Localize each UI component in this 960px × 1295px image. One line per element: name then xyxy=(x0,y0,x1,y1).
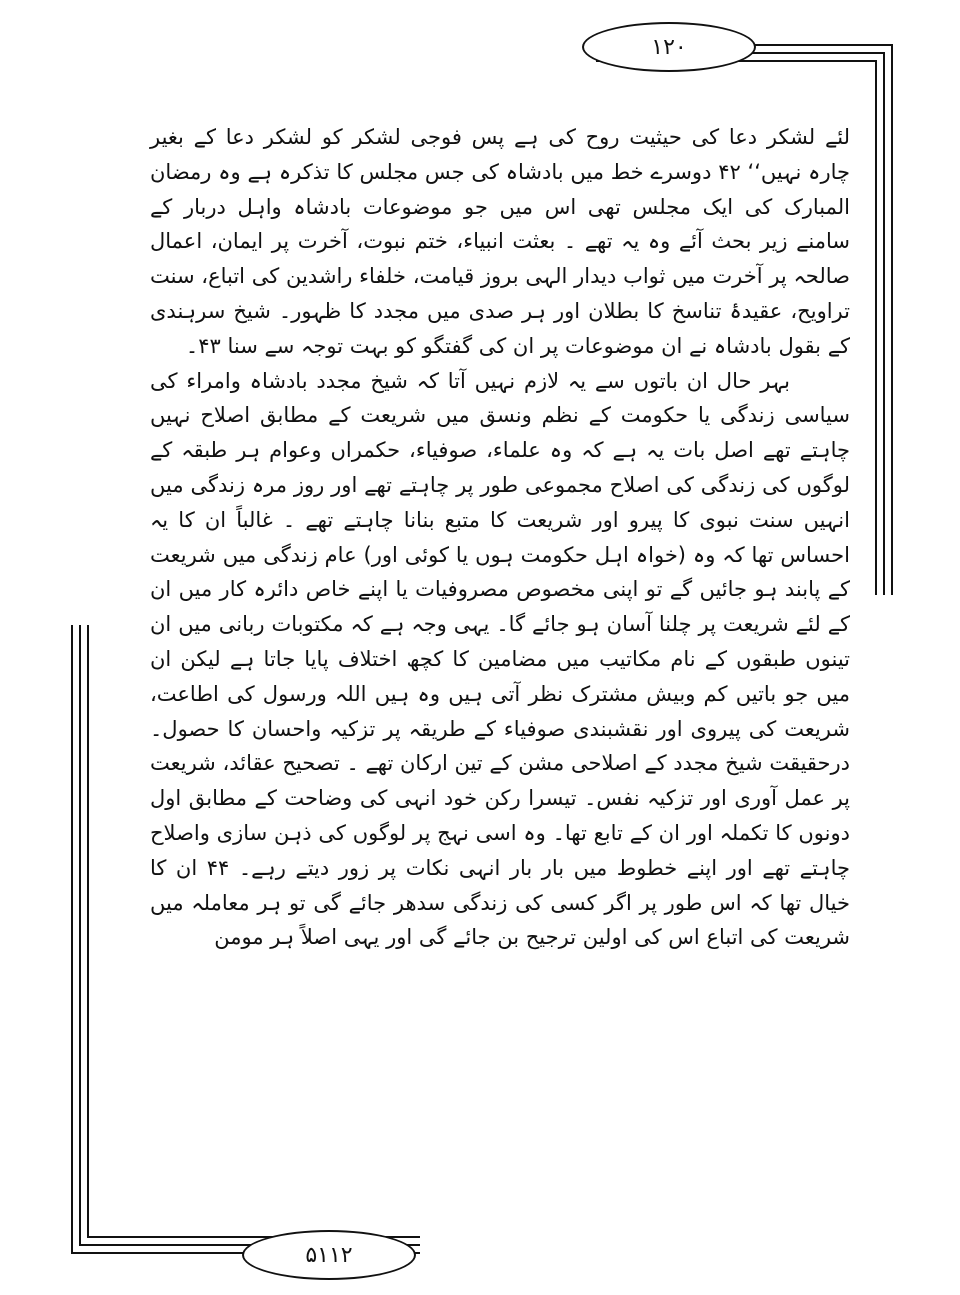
page-number-oval xyxy=(582,22,756,72)
paragraph-1: لئے لشکر دعا کی حیثیت روح کی ہے پس فوجی لشکر کو لشکر دعا کے بغیر چارہ نہیں‘‘ ۴۲ دوسرے خط میں بادشاہ کی جس مجلس کا تذکرہ ہے وہ رمضان المبارک کی ایک مجلس تھی اس میں جو موضوعات بادشاہ واہل دربار کے سامنے زیر بحث آئے وہ یہ تھے ۔ بعثت انبیاء، ختم نبوت، آخرت پر ایمان، اعمال صالحہ پر آخرت میں ثواب دیدار الہی بروز قیامت، خلفاء راشدین کی اتباع، سنت تراویح، عقیدۂ تناسخ کا بطلان اور ہر صدی میں مجدد کا ظہور۔ شیخ سرہندی کے بقول بادشاہ نے ان موضوعات پر ان کی گفتگو کو بہت توجہ سے سنا ۴۳۔ xyxy=(150,125,850,358)
serial-number-oval xyxy=(242,1230,416,1280)
body-text xyxy=(150,120,850,955)
page-number: ۱۲۰ xyxy=(651,34,687,60)
paragraph-2: بہر حال ان باتوں سے یہ لازم نہیں آتا کہ شیخ مجدد بادشاہ وامراء کی سیاسی زندگی یا حکومت کے نظم ونسق میں شریعت کے مطابق اصلاح نہیں چاہتے تھے اصل بات یہ ہے کہ وہ علماء، صوفیاء، حکمراں وعوام ہر طبقہ کے لوگوں کی زندگی کی اصلاح مجموعی طور پر چاہتے تھے اور روز مرہ زندگی میں انہیں سنت نبوی کا پیرو اور شریعت کا متبع بنانا چاہتے تھے ۔ غالباً ان کا یہ احساس تھا کہ وہ (خواہ اہل حکومت ہوں یا کوئی اور) عام زندگی میں شریعت کے پابند ہو جائیں گے تو اپنی مخصوص مصروفیات یا اپنے خاص دائرہ کار میں ان کے لئے شریعت پر چلنا آسان ہو جائے گا۔ یہی وجہ ہے کہ مکتوبات ربانی میں ان تینوں طبقوں کے نام مکاتیب میں مضامین کا کچھ اختلاف پایا جاتا ہے لیکن ان میں جو باتیں کم وبیش مشترک نظر آتی ہیں وہ ہیں اللہ ورسول کی اطاعت، شریعت کی پیروی اور نقشبندی صوفیاء کے طریقہ پر تزکیہ واحسان کا حصول۔ درحقیقت شیخ مجدد کے اصلاحی مشن کے تین ارکان تھے ۔ تصحیح عقائد، شریعت پر عمل آوری اور تزکیہ نفس۔ تیسرا رکن خود انہی کی وضاحت کے مطابق اول دونوں کا تکملہ اور ان کے تابع تھا۔ وہ اسی نہج پر لوگوں کی ذہن سازی واصلاح چاہتے تھے اور اپنے خطوط میں بار بار انہی نکات پر زور دیتے رہے۔ ۴۴ ان کا خیال تھا کہ اس طور پر اگر کسی کی زندگی سدھر جائے گی تو ہر معاملہ میں شریعت کی اتباع اس کی اولین ترجیح بن جائے گی اور یہی اصلاً ہر مومن xyxy=(150,368,850,950)
serial-number: ۵۱۱۲ xyxy=(305,1242,353,1268)
